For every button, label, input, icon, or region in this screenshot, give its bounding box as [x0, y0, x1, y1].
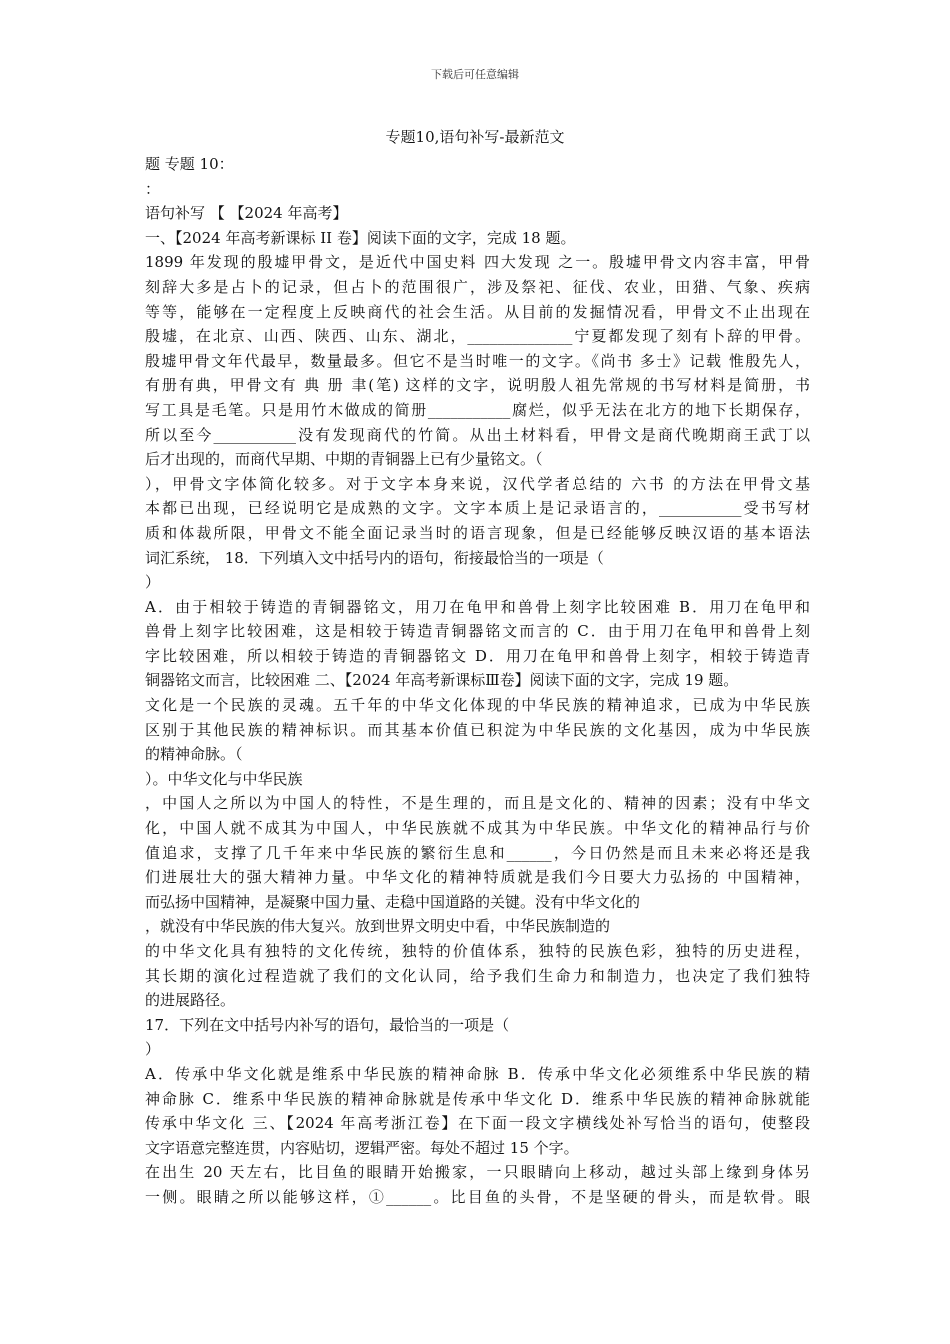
text-line: 其长期的演化过程造就了我们的文化认同，给予我们生命力和制造力，也决定了我们独特: [145, 966, 810, 985]
text-line: 神命脉 C．维系中华民族的精神命脉就是传承中华文化 D．维系中华民族的精神命脉就能: [145, 1089, 810, 1108]
text-line: 一侧。眼睛之所以能够这样，①______。比目鱼的头骨，不是坚硬的骨头，而是软骨。眼: [145, 1187, 810, 1206]
text-line: 刻辞大多是占卜的记录，但占卜的范围很广，涉及祭祀、征伐、农业，田猎、气象、疾病: [145, 277, 810, 296]
text-line: ），甲骨文字体简化较多。对于文字本身来说，汉代学者总结的 六书 的方法在甲骨文基: [145, 474, 810, 493]
text-line: 们进展壮大的强大精神力量。中华文化的精神特质就是我们今日要大力弘扬的 中国精神，: [145, 868, 810, 887]
page-header: 下载后可任意编辑: [431, 68, 519, 81]
text-line: 化，中国人就不成其为中国人，中华民族就不成其为中华民族。中华文化的精神品行与价: [145, 819, 810, 838]
text-line: 文字语意完整连贯，内容贴切，逻辑严密。每处不超过 15 个字。: [145, 1138, 579, 1157]
text-line: 词汇系统， 18．下列填入文中括号内的语句，衔接最恰当的一项是（: [145, 548, 604, 567]
text-line: 而弘扬中国精神，是凝聚中国力量、走稳中国道路的关键。没有中华文化的: [145, 892, 641, 911]
text-line: 文化是一个民族的灵魂。五千年的中华文化体现的中华民族的精神追求，已成为中华民族: [145, 696, 810, 715]
text-line: A．由于相较于铸造的青铜器铭文，用刀在龟甲和兽骨上刻字比较困难 B．用刀在龟甲和: [145, 597, 810, 616]
text-line: 语句补写 【 【2024 年高考】: [145, 204, 348, 223]
text-line: 写工具是毛笔。只是用竹木做成的简册___________腐烂，似乎无法在北方的地下长期保存，: [145, 400, 810, 419]
text-line: 铜器铭文而言，比较困难 二、【2024 年高考新课标Ⅲ卷】阅读下面的文字，完成 19 题。: [145, 671, 739, 690]
text-line: 17．下列在文中括号内补写的语句，最恰当的一项是（: [145, 1015, 510, 1034]
text-line: 一、【2024 年高考新课标 II 卷】阅读下面的文字，完成 18 题。: [145, 228, 576, 247]
text-line: ）: [145, 573, 161, 592]
text-line: 殷墟，在北京、山西、陕西、山东、湖北，______________宁夏都发现了刻有卜辞的甲骨。: [145, 327, 810, 346]
text-line: 有册有典，甲骨文有 典 册 聿(笔) 这样的文字，说明殷人祖先常规的书写材料是简册，书: [145, 376, 810, 395]
text-line: ，中国人之所以为中国人的特性，不是生理的，而且是文化的、精神的因素；没有中华文: [145, 794, 810, 813]
text-line: 本都已出现，已经说明它是成熟的文字。文字本质上是记录语言的，___________受书写材: [145, 499, 810, 518]
text-line: 的精神命脉。（: [145, 745, 243, 764]
text-line: 所以至今___________没有发现商代的竹简。从出土材料看，甲骨文是商代晚期商王武丁以: [145, 425, 810, 444]
text-line: 在出生 20 天左右，比目鱼的眼睛开始搬家，一只眼睛向上移动，越过头部上缘到身体另: [145, 1163, 810, 1182]
document-title: 专题10,语句补写-最新范文: [385, 128, 565, 146]
text-line: 兽骨上刻字比较困难，这是相较于铸造青铜器铭文而言的 C．由于用刀在龟甲和兽骨上刻: [145, 622, 810, 641]
document-body: [145, 152, 810, 1210]
text-line: 的进展路径。: [145, 991, 236, 1010]
text-line: 传承中华文化 三、【2024 年高考浙江卷】在下面一段文字横线处补写恰当的语句，使整段: [145, 1114, 810, 1133]
text-line: 殷墟甲骨文年代最早，数量最多。但它不是当时唯一的文字。《尚书 多士》记载 惟殷先人，: [145, 351, 810, 370]
text-line: 后才出现的，而商代早期、中期的青铜器上已有少量铭文。（: [145, 450, 543, 469]
text-line: A．传承中华文化就是维系中华民族的精神命脉 B．传承中华文化必须维系中华民族的精: [145, 1064, 810, 1083]
text-line: 质和体裁所限，甲骨文不能全面记录当时的语言现象，但是已经能够反映汉语的基本语法: [145, 523, 810, 542]
text-line: ：: [145, 179, 161, 198]
text-line: ，就没有中华民族的伟大复兴。放到世界文明史中看，中华民族制造的: [145, 917, 611, 936]
text-line: 的中华文化具有独特的文化传统，独特的价值体系，独特的民族色彩，独特的历史进程，: [145, 942, 810, 960]
text-line: ）: [145, 1040, 161, 1059]
text-line: ）。中华文化与中华民族: [145, 769, 303, 788]
text-line: 区别于其他民族的精神标识。而其基本价值已积淀为中华民族的文化基因，成为中华民族: [145, 720, 810, 739]
text-line: 等等，能够在一定程度上反映商代的社会生活。从目前的发掘情况看，甲骨文不止出现在: [145, 302, 810, 321]
text-line: 1899 年发现的殷墟甲骨文，是近代中国史料 四大发现 之一。殷墟甲骨文内容丰富，甲骨: [145, 253, 810, 272]
text-line: 字比较困难，所以相较于铸造的青铜器铭文 D．用刀在龟甲和兽骨上刻字，相较于铸造青: [145, 646, 810, 665]
text-line: 题 专题 10：: [145, 155, 234, 173]
text-line: 值追求，支撑了几千年来中华民族的繁衍生息和______，今日仍然是而且未来必将还是我: [145, 843, 810, 862]
